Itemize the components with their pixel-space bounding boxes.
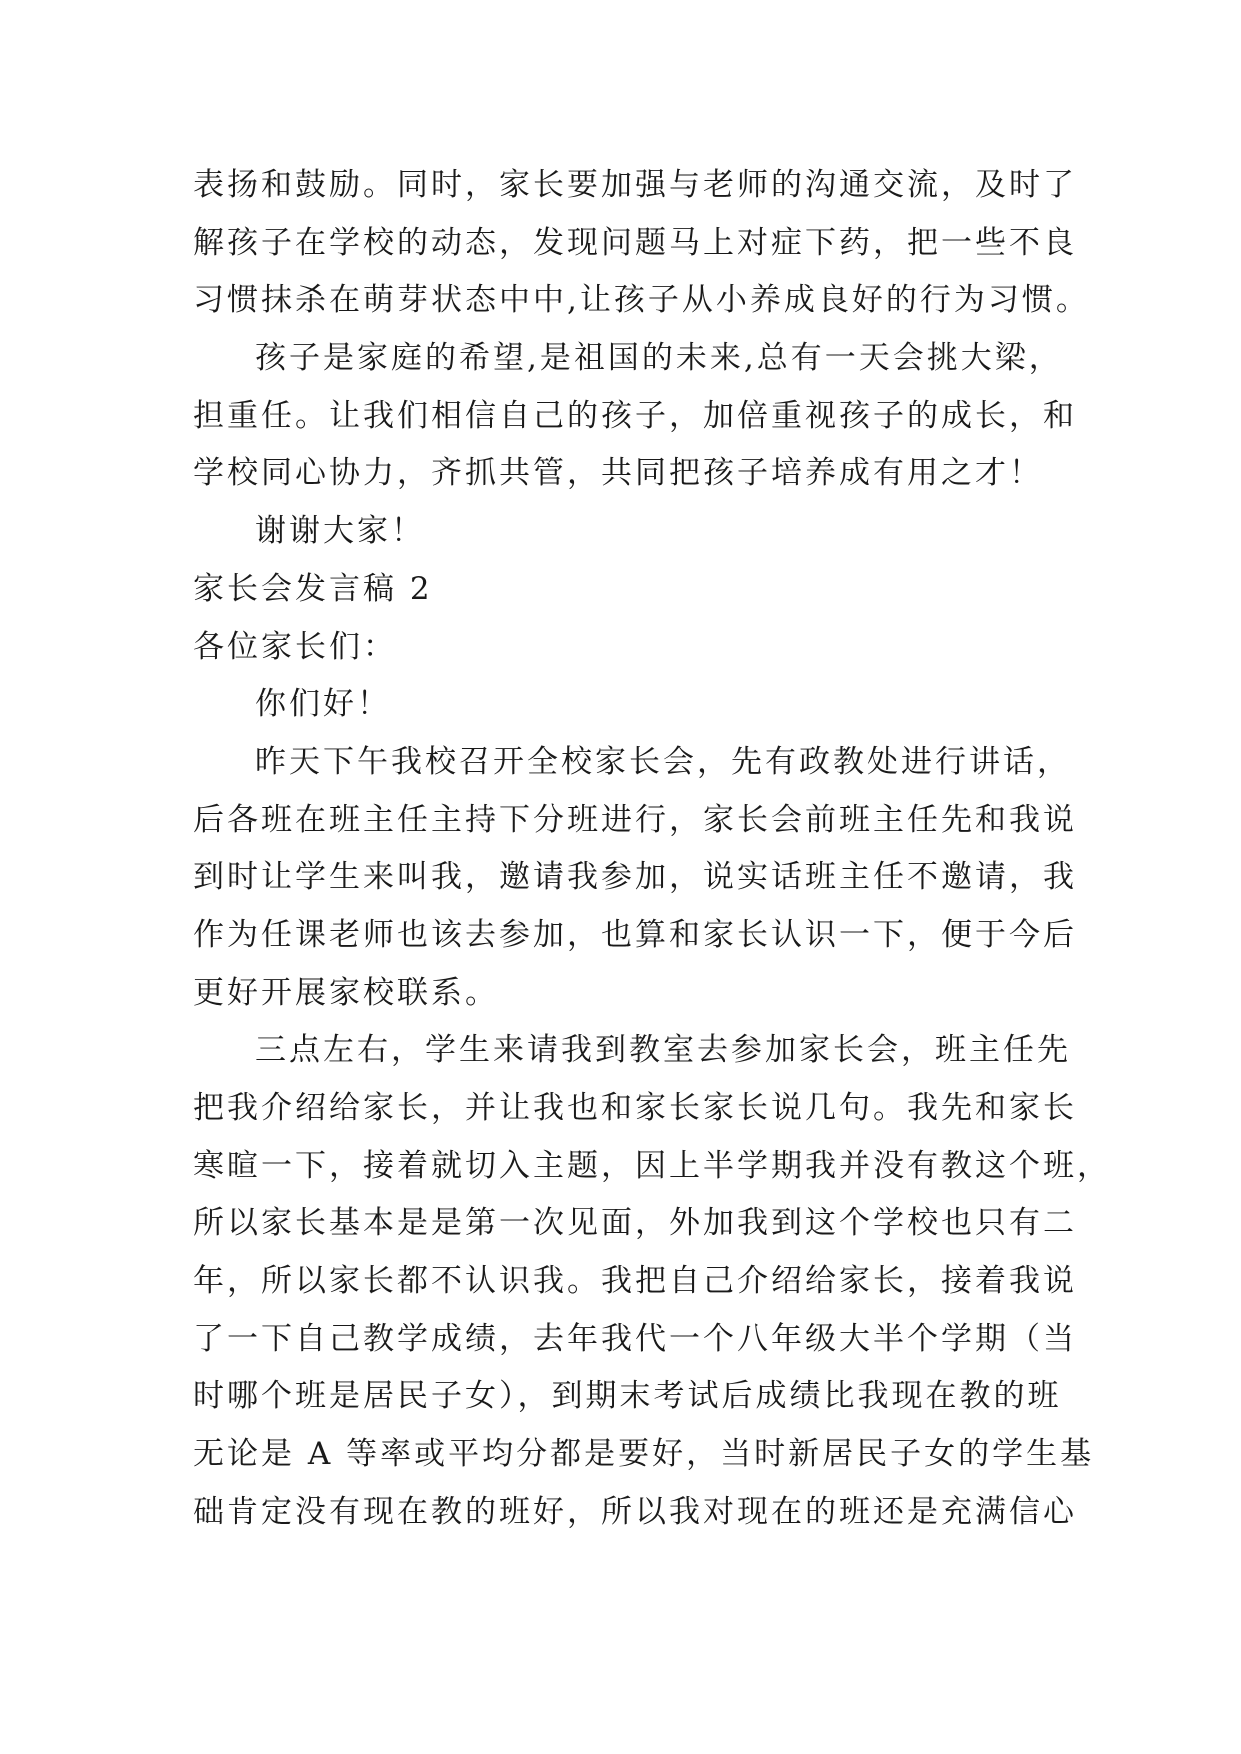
greeting: 你们好！: [255, 686, 391, 723]
text-line: 了一下自己教学成绩，去年我代一个八年级大半个学期（当: [193, 1320, 1077, 1357]
text-line: 把我介绍给家长，并让我也和家长家长说几句。我先和家长: [193, 1090, 1077, 1126]
paragraph-first-line: 三点左右，学生来请我到教室去参加家长会，班主任先: [255, 1032, 1071, 1069]
text-line: 寒暄一下，接着就切入主题，因上半学期我并没有教这个班，: [193, 1147, 1111, 1184]
text-line: 担重任。让我们相信自己的孩子，加倍重视孩子的成长，和: [193, 397, 1077, 434]
text-line: 作为任课老师也该去参加，也算和家长认识一下，便于今后: [193, 916, 1077, 953]
text-line: 年，所以家长都不认识我。我把自己介绍给家长，接着我说: [193, 1263, 1077, 1300]
text-line: 解孩子在学校的动态，发现问题马上对症下药，把一些不良: [193, 224, 1077, 261]
text-line: 无论是 A 等率或平均分都是要好，当时新居民子女的学生基: [193, 1436, 1095, 1473]
section-heading: 家长会发言稿 2: [193, 570, 433, 607]
document-body: [193, 157, 1111, 1542]
text-line: 后各班在班主任主持下分班进行，家长会前班主任先和我说: [193, 801, 1077, 838]
text-line: 时哪个班是居民子女），到期末考试后成绩比我现在教的班: [193, 1378, 1062, 1415]
text-line: 习惯抹杀在萌芽状态中中,让孩子从小养成良好的行为习惯。: [193, 282, 1090, 319]
text-line: 更好开展家校联系。: [193, 974, 499, 1011]
paragraph-first-line: 昨天下午我校召开全校家长会，先有政教处进行讲话，: [255, 743, 1071, 780]
text-line: 础肯定没有现在教的班好，所以我对现在的班还是充满信心: [193, 1493, 1077, 1530]
closing-thanks: 谢谢大家！: [255, 513, 425, 550]
salutation: 各位家长们：: [193, 628, 397, 665]
paragraph-first-line: 孩子是家庭的希望,是祖国的未来,总有一天会挑大梁，: [255, 340, 1063, 377]
text-line: 到时让学生来叫我，邀请我参加，说实话班主任不邀请，我: [193, 859, 1077, 896]
text-line: 表扬和鼓励。同时，家长要加强与老师的沟通交流，及时了: [193, 167, 1077, 203]
text-line: 学校同心协力，齐抓共管，共同把孩子培养成有用之才！: [193, 455, 1043, 492]
text-line: 所以家长基本是是第一次见面，外加我到这个学校也只有二: [193, 1205, 1077, 1242]
